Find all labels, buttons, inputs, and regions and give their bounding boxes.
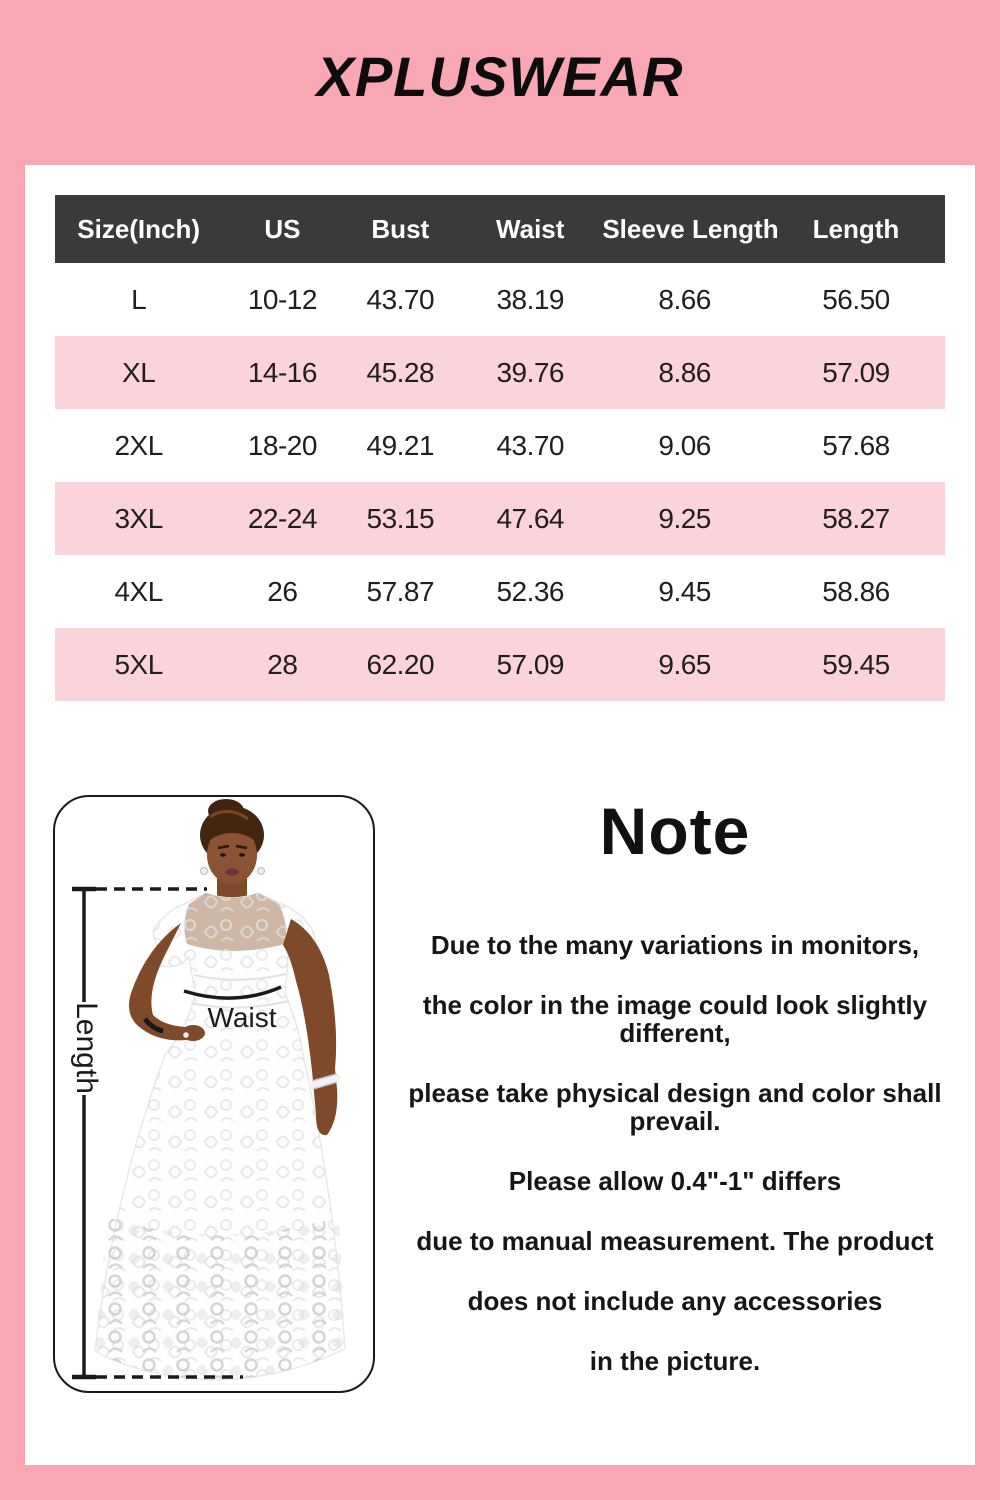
dress-measurement-card xyxy=(53,795,375,1393)
table-cell: 43.70 xyxy=(366,283,435,315)
table-cell: L xyxy=(131,283,147,315)
column-header: Bust xyxy=(371,213,430,244)
size-table xyxy=(55,195,945,701)
model-photo xyxy=(95,799,345,1380)
dress-measurement-diagram xyxy=(55,797,373,1391)
note-line: please take physical design and color shall prevail. xyxy=(408,1078,942,1136)
table-cell: 22-24 xyxy=(247,502,317,534)
size-table-header-row xyxy=(55,195,945,263)
note-line: in the picture. xyxy=(589,1346,761,1376)
table-cell: 4XL xyxy=(114,575,163,607)
table-cell: 56.50 xyxy=(822,283,890,315)
table-cell: 58.27 xyxy=(822,502,890,534)
earring-left xyxy=(201,868,208,875)
brand-logo: XPLUSWEAR xyxy=(316,45,684,108)
table-row xyxy=(55,482,945,555)
table-cell: 49.21 xyxy=(366,429,435,461)
size-table-body xyxy=(55,263,945,701)
table-cell: 58.86 xyxy=(822,575,890,607)
table-cell: 10-12 xyxy=(247,283,317,315)
dress-lower-lace xyxy=(95,1217,345,1380)
table-cell: 28 xyxy=(267,648,298,680)
note-line: does not include any accessories xyxy=(467,1286,883,1316)
note-line: the color in the image could look slightly different, xyxy=(422,990,928,1048)
table-cell: 57.09 xyxy=(496,648,565,680)
column-header: Size(Inch) xyxy=(77,213,201,244)
table-cell: XL xyxy=(122,356,156,388)
model-eye-left xyxy=(220,853,226,857)
table-cell: 9.65 xyxy=(658,648,711,680)
note-line: Due to the many variations in monitors, xyxy=(430,930,920,960)
waist-label: Waist xyxy=(207,1002,277,1033)
table-cell: 8.66 xyxy=(658,283,711,315)
note-line: Please allow 0.4"-1" differs xyxy=(508,1166,842,1196)
table-cell: 9.06 xyxy=(658,429,711,461)
table-row xyxy=(55,555,945,628)
table-cell: 45.28 xyxy=(366,356,435,388)
table-cell: 9.25 xyxy=(658,502,711,534)
dress-yoke-lace xyxy=(184,893,286,951)
model-lips xyxy=(226,869,239,875)
table-row xyxy=(55,628,945,701)
content-panel xyxy=(25,165,975,1465)
column-header: Sleeve Length xyxy=(602,213,779,244)
table-cell: 18-20 xyxy=(247,429,317,461)
column-header: Waist xyxy=(496,213,565,244)
table-cell: 57.68 xyxy=(822,429,890,461)
table-cell: 8.86 xyxy=(658,356,711,388)
note-line: due to manual measurement. The product xyxy=(416,1226,934,1256)
note-title: Note xyxy=(599,794,751,868)
table-row xyxy=(55,409,945,482)
table-cell: 38.19 xyxy=(496,283,565,315)
table-cell: 14-16 xyxy=(247,356,317,388)
table-cell: 43.70 xyxy=(496,429,565,461)
table-row xyxy=(55,336,945,409)
table-cell: 53.15 xyxy=(366,502,435,534)
table-cell: 57.09 xyxy=(822,356,890,388)
length-label: Length xyxy=(70,1002,103,1094)
ring xyxy=(183,1032,189,1038)
column-header: Length xyxy=(812,213,900,244)
table-cell: 52.36 xyxy=(496,575,565,607)
table-cell: 59.45 xyxy=(822,648,890,680)
table-cell: 3XL xyxy=(114,502,163,534)
table-cell: 26 xyxy=(267,575,298,607)
table-cell: 47.64 xyxy=(496,502,565,534)
table-cell: 2XL xyxy=(114,429,163,461)
column-header: US xyxy=(264,213,301,244)
table-cell: 57.87 xyxy=(366,575,435,607)
table-cell: 39.76 xyxy=(496,356,565,388)
earring-right xyxy=(258,868,265,875)
table-cell: 9.45 xyxy=(658,575,711,607)
note-lines xyxy=(375,931,975,1375)
table-cell: 5XL xyxy=(114,648,163,680)
table-cell: 62.20 xyxy=(366,648,435,680)
model-eye-right xyxy=(239,853,245,857)
table-row xyxy=(55,263,945,336)
note-section xyxy=(375,793,975,1407)
